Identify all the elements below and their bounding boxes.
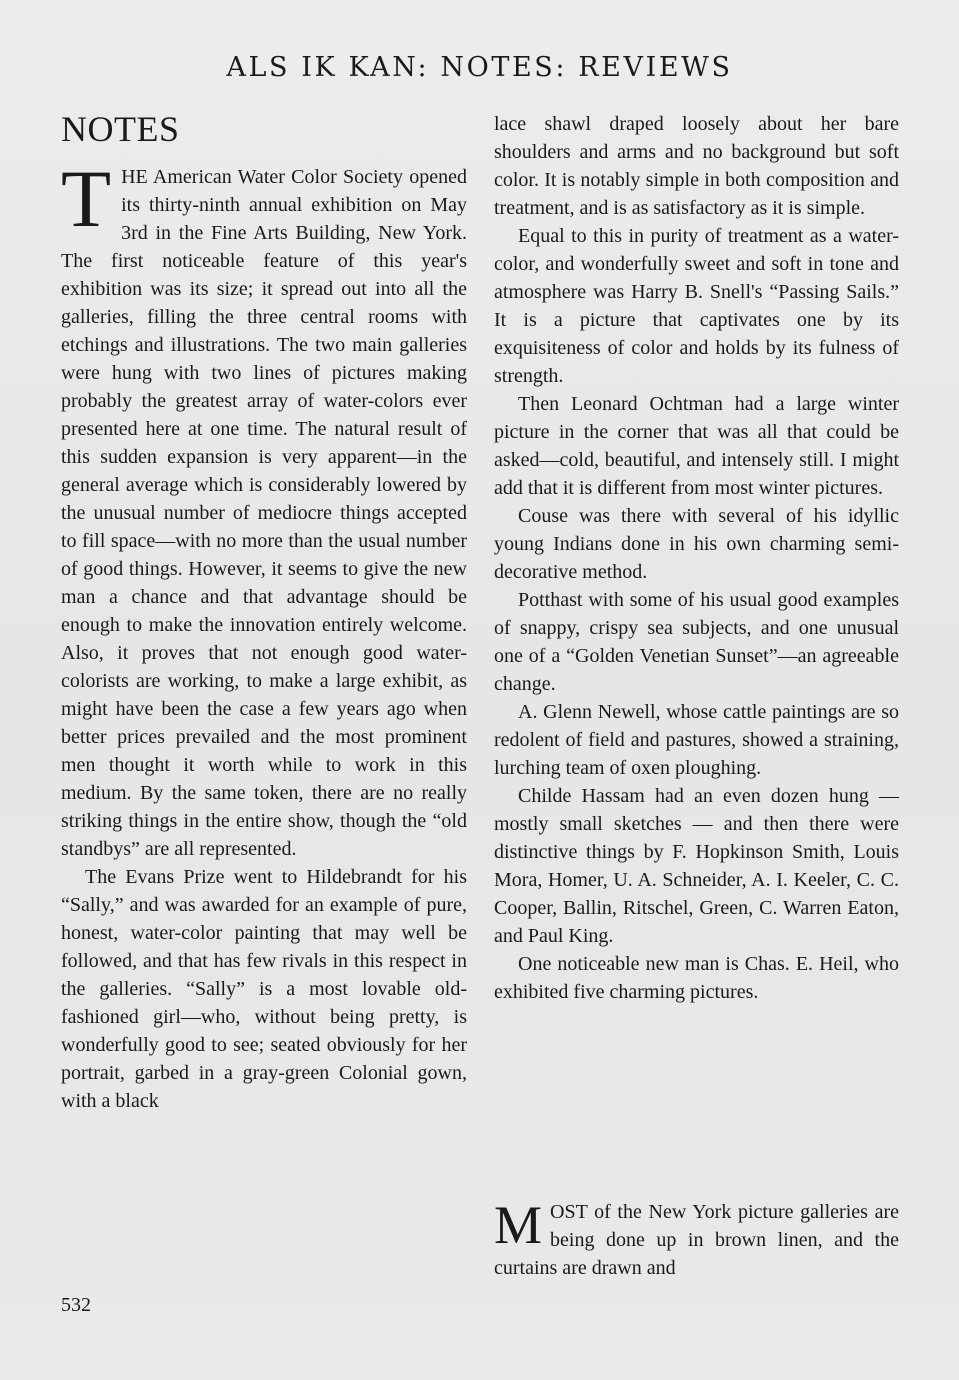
paragraph-text: OST of the New York picture galleries are being done up in brown linen, and the curtains are drawn and <box>494 1201 899 1279</box>
paragraph: Equal to this in purity of treatment as a water-color, and wonderfully sweet and soft in tone and atmosphere was Harry B. Snell's “Passing Sails.” It is a picture that captivates one by its exquisiteness of color and holds by its fulness of strength. <box>494 225 899 387</box>
paragraph: A. Glenn Newell, whose cattle paintings are so redolent of field and pastures, showed a straining, lurching team of oxen ploughing. <box>494 701 899 779</box>
paragraph: Potthast with some of his usual good examples of snappy, crispy sea subjects, and one unusual one of a “Golden Venetian Sunset”—an agreeable change. <box>494 589 899 695</box>
page-number: 532 <box>61 1294 91 1316</box>
right-column <box>494 110 899 1006</box>
second-section <box>494 1195 899 1282</box>
drop-cap: T <box>61 153 112 244</box>
left-column <box>61 153 467 1115</box>
paragraph: The Evans Prize went to Hildebrandt for his “Sally,” and was awarded for an example of pure, honest, water-color painting that may well be followed, and that has few rivals in this respect in the galleries. “Sally” is a most lovable old-fashioned girl—who, without being pretty, is wonderfully good to see; seated obviously for her portrait, garbed in a gray-green Colonial gown, with a black <box>61 866 467 1112</box>
paragraph: Childe Hassam had an even dozen hung — mostly small sketches — and then there were distinctive things by F. Hopkinson Smith, Louis Mora, Homer, U. A. Schneider, A. I. Keeler, C. C. Cooper, Ballin, Ritschel, Green, C. Warren Eaton, and Paul King. <box>494 785 899 947</box>
paragraph: Couse was there with several of his idyllic young Indians done in his own charming semi-decorative method. <box>494 505 899 583</box>
paragraph <box>61 153 467 863</box>
paragraph-text: HE American Water Color Society opened its thirty-ninth annual exhibition on May 3rd in the Fine Arts Building, New York. The first noticeable feature of this year's exhibition was its size; it spread out into all the galleries, filling the three central rooms with etchings and illustrations. The two main galleries were hung with two lines of pictures making probably the greatest array of water-colors ever presented here at one time. The natural result of this sudden expansion is very apparent—in the general average which is considerably lowered by the unusual number of mediocre things accepted to fill space—with no more than the usual number of good things. However, it seems to give the new man a chance and that advantage should be enough to make the innovation entirely welcome. Also, it proves that not enough good water-colorists are working, to make a large exhibit, as might have been the case a few years ago when better prices prevailed and the most prominent men thought it worth while to work in this medium. By the same token, there are no really striking things in the entire show, though the “old standbys” are all represented. <box>61 166 467 860</box>
running-head: ALS IK KAN: NOTES: REVIEWS <box>226 52 733 83</box>
paragraph <box>494 1195 899 1282</box>
paragraph: One noticeable new man is Chas. E. Heil, who exhibited five charming pictures. <box>494 953 899 1003</box>
drop-cap: M <box>494 1195 543 1255</box>
paragraph: lace shawl draped loosely about her bare shoulders and arms and no background but soft color. It is notably simple in both composition and treatment, and is as satisfactory as it is simple. <box>494 113 899 219</box>
paragraph: Then Leonard Ochtman had a large winter picture in the corner that was all that could be asked—cold, beautiful, and intensely still. I might add that it is different from most winter pictures. <box>494 393 899 499</box>
section-title: NOTES <box>61 109 180 149</box>
